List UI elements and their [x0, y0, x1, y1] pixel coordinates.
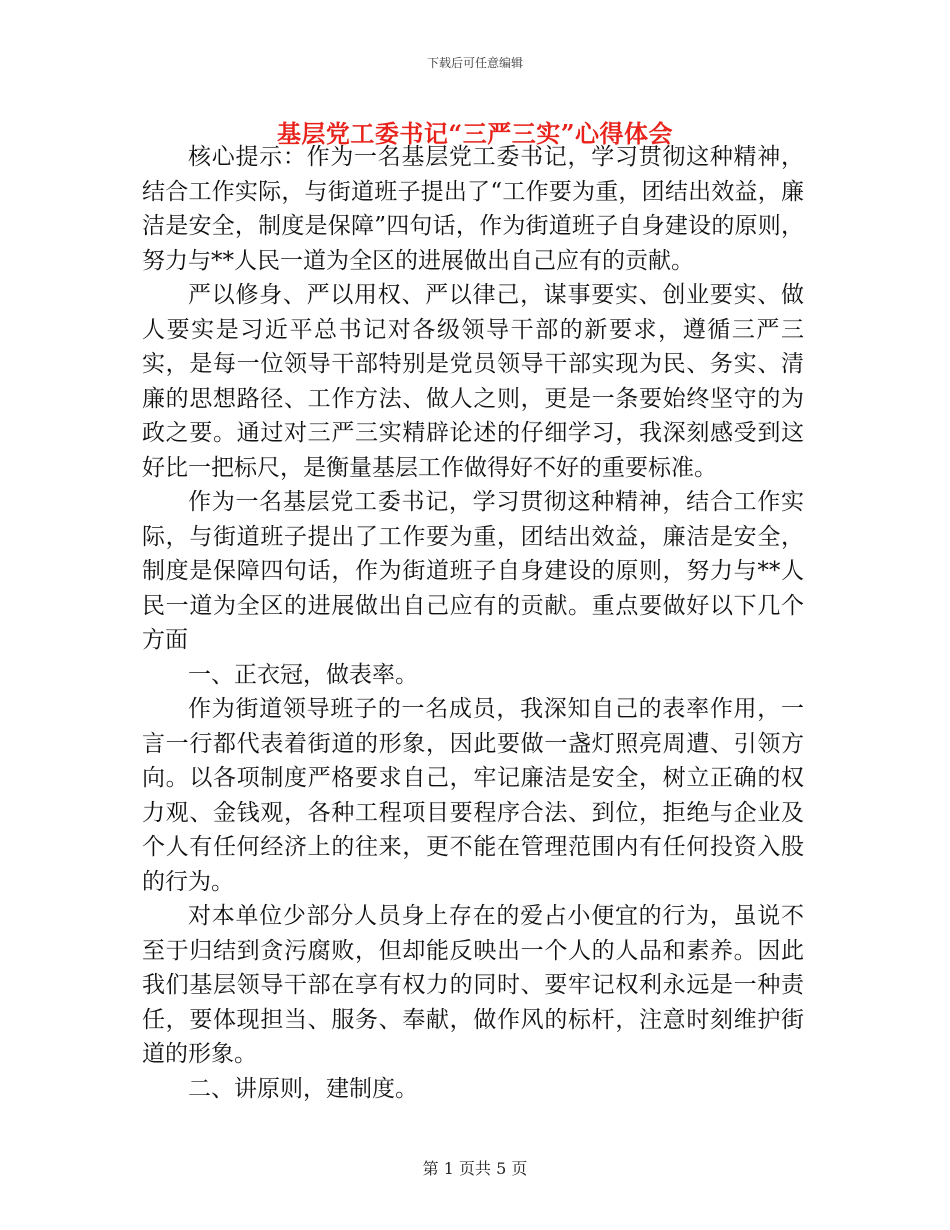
paragraph: 严以修身、严以用权、严以律己，谋事要实、创业要实、做人要实是习近平总书记对各级领导干部的新要求，遵循三严三实，是每一位领导干部特别是党员领导干部实现为民、务实、清廉的思想路径、工作方法、做人之则，更是一条要始终坚守的为政之要。通过对三严三实精辟论述的仔细学习，我深刻感受到这好比一把标尺，是衡量基层工作做得好不好的重要标准。 [142, 282, 804, 481]
document-title: 基层党工委书记“三严三实”心得体会 [276, 119, 674, 148]
paragraph: 作为街道领导班子的一名成员，我深知自己的表率作用，一言一行都代表着街道的形象，因此要做一盏灯照亮周遭、引领方向。以各项制度严格要求自己，牢记廉洁是安全，树立正确的权力观、金钱观，各种工程项目要程序合法、到位，拒绝与企业及个人有任何经济上的往来，更不能在管理范围内有任何投资入股的行为。 [142, 696, 804, 895]
section-heading-2: 二、讲原则，建制度。 [188, 1075, 418, 1102]
header-note: 下载后可任意编辑 [426, 56, 523, 70]
page-number: 第 1 页共 5 页 [422, 1159, 528, 1178]
document-body [142, 140, 804, 1106]
paragraph: 对本单位少部分人员身上存在的爱占小便宜的行为，虽说不至于归结到贪污腐败，但却能反映出一个人的人品和素养。因此我们基层领导干部在享有权力的同时、要牢记权利永远是一种责任，要体现担当、服务、奉献，做作风的标杆，注意时刻维护街道的形象。 [142, 903, 804, 1067]
paragraph-core-summary: 核心提示：作为一名基层党工委书记，学习贯彻这种精神，结合工作实际，与街道班子提出了“工作要为重，团结出效益，廉洁是安全，制度是保障”四句话，作为街道班子自身建设的原则，努力与**人民一道为全区的进展做出自己应有的贡献。 [142, 144, 804, 274]
section-heading-1: 一、正衣冠，做表率。 [188, 661, 418, 688]
paragraph: 作为一名基层党工委书记，学习贯彻这种精神，结合工作实际，与街道班子提出了工作要为重，团结出效益，廉洁是安全，制度是保障四句话，作为街道班子自身建设的原则，努力与**人民一道为全区的进展做出自己应有的贡献。重点要做好以下几个方面 [142, 489, 804, 653]
